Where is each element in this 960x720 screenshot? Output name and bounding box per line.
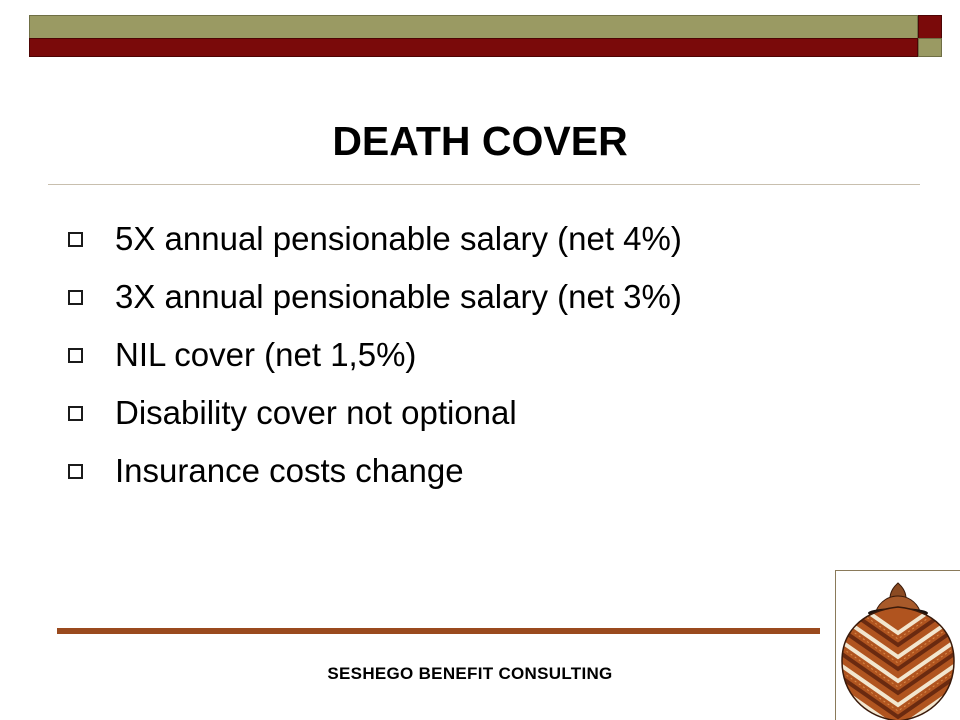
top-maroon-bar xyxy=(29,38,918,57)
hollow-square-bullet-icon xyxy=(68,232,83,247)
bullet-item xyxy=(66,384,682,442)
hollow-square-bullet-icon xyxy=(68,406,83,421)
bullet-item xyxy=(66,326,682,384)
footer-company-name: SESHEGO BENEFIT CONSULTING xyxy=(327,664,613,683)
bullet-list xyxy=(66,210,682,500)
basket-image-frame xyxy=(835,570,960,720)
top-olive-square xyxy=(918,38,942,57)
bullet-item xyxy=(66,210,682,268)
hollow-square-bullet-icon xyxy=(68,464,83,479)
bullet-text: Insurance costs change xyxy=(115,452,464,489)
slide-title: DEATH COVER xyxy=(332,118,628,164)
hollow-square-bullet-icon xyxy=(68,290,83,305)
bullet-item xyxy=(66,442,682,500)
woven-basket-image xyxy=(836,571,960,720)
top-olive-bar xyxy=(29,15,918,39)
bullet-text: 3X annual pensionable salary (net 3%) xyxy=(115,278,682,315)
footer-divider xyxy=(57,628,820,634)
bullet-item xyxy=(66,268,682,326)
bullet-text: NIL cover (net 1,5%) xyxy=(115,336,417,373)
hollow-square-bullet-icon xyxy=(68,348,83,363)
bullet-text: 5X annual pensionable salary (net 4%) xyxy=(115,220,682,257)
top-maroon-square xyxy=(918,15,942,39)
title-divider xyxy=(48,184,920,185)
bullet-text: Disability cover not optional xyxy=(115,394,517,431)
